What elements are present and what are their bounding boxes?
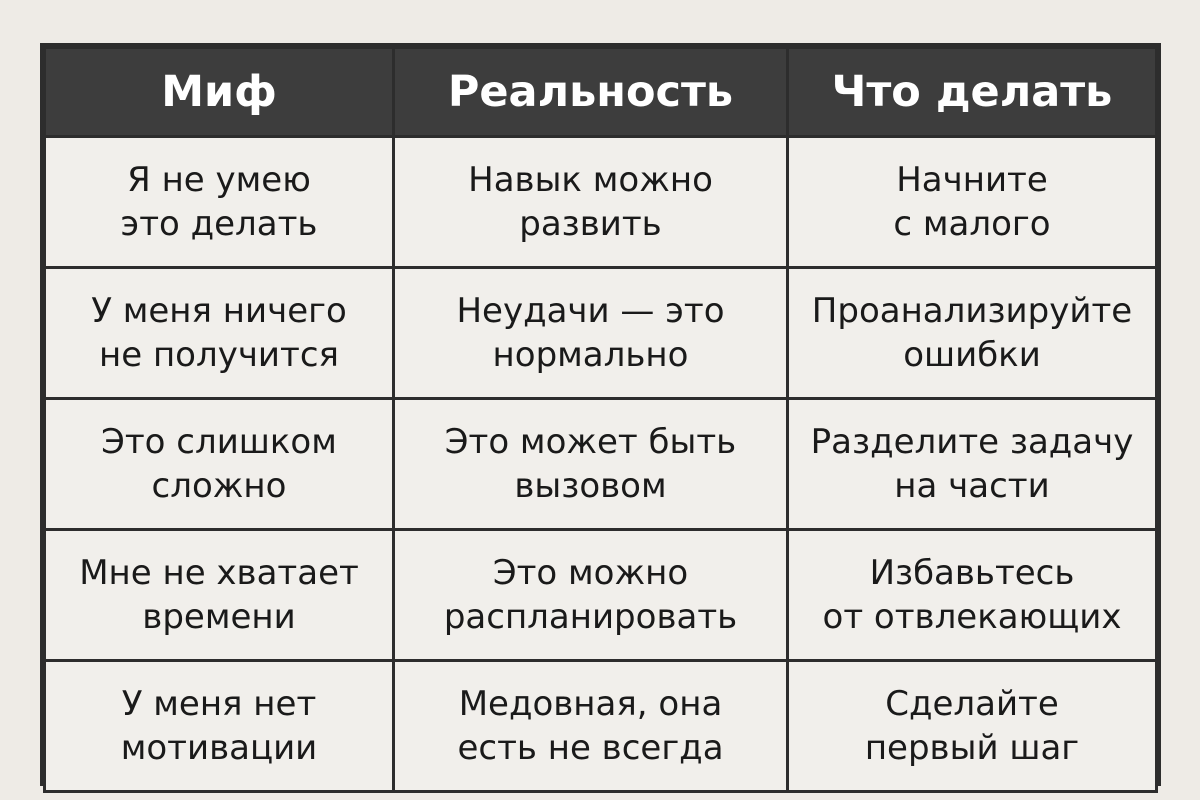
cell-line: первый шаг (864, 728, 1080, 768)
cell-line: это делать (120, 204, 318, 244)
myth-cell (45, 661, 394, 792)
action-cell (788, 399, 1157, 530)
cell-line: ошибки (903, 335, 1041, 375)
reality-cell (394, 399, 788, 530)
cell-line: нормально (492, 335, 689, 375)
myth-cell (45, 530, 394, 661)
cell-line: вызовом (514, 466, 667, 506)
myth-cell (45, 137, 394, 268)
reality-cell (394, 268, 788, 399)
cell-line: Я не умею (127, 160, 311, 200)
table-row (45, 137, 1157, 268)
cell-line: Это можно (492, 553, 689, 593)
cell-line: Медовная, она (458, 684, 723, 724)
cell-line: есть не всегда (457, 728, 724, 768)
reality-cell (394, 530, 788, 661)
cell-line: Проанализируйте (811, 291, 1133, 331)
myth-cell (45, 268, 394, 399)
cell-line: от отвлекающих (822, 597, 1122, 637)
cell-line: времени (142, 597, 296, 637)
cell-line: Начните (896, 160, 1048, 200)
cell-line: Сделайте (885, 684, 1059, 724)
action-cell (788, 661, 1157, 792)
action-cell (788, 268, 1157, 399)
header-action: Что делать (788, 48, 1157, 137)
table-row (45, 399, 1157, 530)
action-cell (788, 530, 1157, 661)
header-reality: Реальность (394, 48, 788, 137)
cell-line: с малого (893, 204, 1051, 244)
cell-line: Это может быть (444, 422, 737, 462)
comparison-table (43, 46, 1158, 793)
header-myth: Миф (45, 48, 394, 137)
myth-reality-table (40, 43, 1161, 786)
cell-line: мотивации (120, 728, 318, 768)
table-row (45, 661, 1157, 792)
myth-cell (45, 399, 394, 530)
cell-line: У меня ничего (91, 291, 347, 331)
header-row (45, 48, 1157, 137)
reality-cell (394, 661, 788, 792)
table-row (45, 268, 1157, 399)
cell-line: Это слишком (101, 422, 337, 462)
cell-line: сложно (151, 466, 287, 506)
cell-line: У меня нет (121, 684, 317, 724)
cell-line: развить (519, 204, 662, 244)
cell-line: Избавьтесь (869, 553, 1075, 593)
cell-line: Разделите задачу (810, 422, 1134, 462)
cell-line: на части (894, 466, 1050, 506)
cell-line: Навык можно (468, 160, 713, 200)
table-row (45, 530, 1157, 661)
action-cell (788, 137, 1157, 268)
cell-line: Неудачи — это (456, 291, 725, 331)
reality-cell (394, 137, 788, 268)
cell-line: не получится (99, 335, 339, 375)
cell-line: Мне не хватает (79, 553, 359, 593)
cell-line: распланировать (443, 597, 738, 637)
